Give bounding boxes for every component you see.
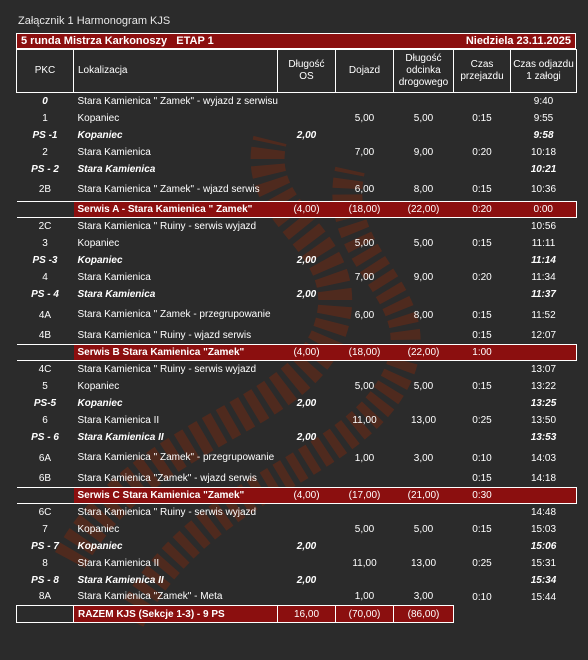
cell-os-length <box>278 504 336 521</box>
cell-os-length <box>278 328 336 345</box>
cell-road-length: 9,00 <box>413 146 434 158</box>
cell-pkc <box>17 202 74 218</box>
cell-os-length: (4,00) <box>278 202 336 218</box>
cell-location: Kopaniec <box>77 237 120 249</box>
col-pkc: PKC <box>17 50 74 93</box>
table-row <box>17 521 577 538</box>
cell-road-length: 8,00 <box>413 309 434 321</box>
cell-location: Stara Kamienica " Zamek" - wjazd serwis <box>77 183 260 195</box>
cell-os-length: 2,00 <box>296 254 317 266</box>
event-date: Niedziela 23.11.2025 <box>465 35 571 47</box>
cell-transit-time: 0:10 <box>472 591 492 603</box>
cell-location: Stara Kamienica II <box>77 431 164 443</box>
cell-location: Kopaniec <box>77 523 120 535</box>
table-row <box>17 412 577 429</box>
cell-pkc: 7 <box>42 523 48 535</box>
cell-transit-time: 0:15 <box>472 330 492 342</box>
cell-approach <box>336 504 394 521</box>
cell-transit-time: 0:15 <box>472 380 492 392</box>
total-row <box>17 606 577 623</box>
col-czas-przejazdu: Czas przejazdu <box>454 50 511 93</box>
cell-transit-time <box>454 286 511 303</box>
cell-pkc: 4A <box>38 309 52 321</box>
cell-location: Stara Kamienica " Ruiny - serwis wyjazd <box>77 363 257 375</box>
cell-road-length <box>394 538 454 555</box>
cell-transit-time <box>454 572 511 589</box>
cell-approach <box>336 572 394 589</box>
total-approach: (70,00) <box>336 606 394 623</box>
cell-os-length: 2,00 <box>296 288 317 300</box>
total-empty-cell <box>17 606 74 623</box>
schedule-header-bar <box>16 33 576 49</box>
total-road-length: (86,00) <box>394 606 454 623</box>
cell-departure-time: 13:22 <box>530 380 557 392</box>
cell-approach: 5,00 <box>354 380 375 392</box>
cell-pkc: 8 <box>42 557 48 569</box>
cell-approach: (18,00) <box>336 345 394 361</box>
cell-pkc: PS - 4 <box>31 288 59 300</box>
cell-location: Stara Kamienica " Ruiny - wjazd serwis <box>77 330 252 342</box>
cell-road-length <box>394 252 454 269</box>
table-row <box>17 269 577 286</box>
cell-transit-time: 0:20 <box>472 146 492 158</box>
cell-approach: 11,00 <box>352 557 377 569</box>
cell-pkc: 3 <box>42 237 48 249</box>
cell-departure-time: 14:03 <box>530 452 557 464</box>
cell-location: Stara Kamienica <box>77 288 156 300</box>
cell-location: Stara Kamienica <box>77 163 156 175</box>
cell-road-length <box>394 504 454 521</box>
cell-os-length <box>278 521 336 538</box>
cell-os-length <box>278 110 336 127</box>
cell-road-length <box>394 161 454 178</box>
cell-departure-time: 13:07 <box>530 363 557 375</box>
cell-os-length <box>278 361 336 378</box>
cell-road-length <box>394 286 454 303</box>
rally-title: 5 runda Mistrza Karkonoszy ETAP 1 <box>21 35 214 47</box>
cell-departure-time: 14:18 <box>530 473 557 485</box>
cell-approach <box>336 538 394 555</box>
table-row <box>17 93 577 110</box>
cell-location: Stara Kamienica <box>77 271 151 283</box>
cell-departure-time: 15:31 <box>530 557 557 569</box>
cell-location: Serwis A - Stara Kamienica " Zamek" <box>74 202 278 218</box>
cell-location: Kopaniec <box>77 397 123 409</box>
cell-location: Kopaniec <box>77 254 123 266</box>
cell-road-length: 9,00 <box>413 271 434 283</box>
cell-approach <box>336 471 394 488</box>
cell-departure-time: 11:37 <box>531 288 556 300</box>
cell-transit-time <box>454 504 511 521</box>
cell-road-length: 5,00 <box>413 112 434 124</box>
cell-os-length: (4,00) <box>278 488 336 504</box>
cell-approach <box>336 252 394 269</box>
cell-approach: (17,00) <box>336 488 394 504</box>
cell-departure-time: 11:52 <box>531 309 556 321</box>
table-row <box>17 161 577 178</box>
col-czas-odjazdu: Czas odjazdu 1 załogi <box>511 50 577 93</box>
cell-road-length <box>394 127 454 144</box>
cell-departure-time: 11:11 <box>531 237 556 249</box>
cell-departure-time: 10:56 <box>530 220 557 232</box>
cell-approach: 6,00 <box>354 309 375 321</box>
col-dlugosc-os: Długość OS <box>278 50 336 93</box>
cell-location: Stara Kamienica II <box>77 414 160 426</box>
total-os-length: 16,00 <box>278 606 336 623</box>
table-row <box>17 378 577 395</box>
document-caption: Załącznik 1 Harmonogram KJS <box>18 15 171 27</box>
cell-os-length <box>278 412 336 429</box>
cell-pkc: 6B <box>38 473 52 485</box>
schedule-table <box>16 49 577 623</box>
cell-approach: 5,00 <box>354 237 375 249</box>
cell-approach <box>336 93 394 110</box>
cell-approach: 7,00 <box>354 271 375 283</box>
cell-road-length: 5,00 <box>413 237 434 249</box>
cell-approach <box>336 127 394 144</box>
cell-approach <box>336 286 394 303</box>
table-row <box>17 395 577 412</box>
col-dojazd: Dojazd <box>336 50 394 93</box>
cell-approach <box>336 161 394 178</box>
cell-transit-time: 0:25 <box>472 557 492 569</box>
cell-road-length <box>394 572 454 589</box>
table-row <box>17 555 577 572</box>
cell-road-length <box>394 471 454 488</box>
cell-location: Kopaniec <box>77 380 120 392</box>
cell-road-length <box>394 218 454 235</box>
cell-pkc: 5 <box>42 380 48 392</box>
table-row <box>17 252 577 269</box>
cell-transit-time: 0:15 <box>472 473 492 485</box>
cell-transit-time: 0:15 <box>472 309 492 321</box>
cell-transit-time <box>454 161 511 178</box>
cell-location: Stara Kamienica " Zamek" - wyjazd z serwisu <box>77 95 278 107</box>
cell-location: Stara Kamienica " Ruiny - serwis wyjazd <box>77 220 257 232</box>
col-dlugosc-odcinka: Długość odcinka drogowego <box>394 50 454 93</box>
cell-os-length <box>278 93 336 110</box>
table-row <box>17 589 577 606</box>
cell-pkc: PS -1 <box>32 129 58 141</box>
table-row <box>17 328 577 345</box>
schedule-sheet <box>16 33 576 623</box>
service-row <box>17 202 577 218</box>
cell-road-length: 3,00 <box>413 591 434 603</box>
cell-os-length <box>278 471 336 488</box>
cell-os-length <box>278 161 336 178</box>
table-row <box>17 361 577 378</box>
cell-approach: 11,00 <box>352 414 377 426</box>
cell-pkc: 6 <box>42 414 48 426</box>
cell-approach: 7,00 <box>354 146 375 158</box>
cell-departure-time: 13:53 <box>530 431 557 443</box>
cell-os-length: 2,00 <box>296 574 317 586</box>
cell-os-length <box>278 144 336 161</box>
cell-departure-time: 15:03 <box>530 523 557 535</box>
cell-road-length <box>394 361 454 378</box>
cell-pkc <box>17 345 74 361</box>
cell-road-length: 13,00 <box>410 414 437 426</box>
cell-departure-time: 13:25 <box>530 397 557 409</box>
cell-approach <box>336 328 394 345</box>
cell-departure-time: 15:44 <box>530 591 557 603</box>
cell-os-length <box>278 303 336 328</box>
cell-location: Kopaniec <box>77 540 123 552</box>
table-row <box>17 110 577 127</box>
cell-location: Stara Kamienica " Zamek - przegrupowanie <box>77 309 271 320</box>
cell-departure-time: 11:34 <box>531 271 556 283</box>
cell-pkc: 4B <box>38 330 52 342</box>
cell-road-length: (21,00) <box>394 488 454 504</box>
cell-pkc: PS - 7 <box>31 540 59 552</box>
cell-departure-time: 10:18 <box>530 146 557 158</box>
cell-pkc: PS - 6 <box>31 431 59 443</box>
cell-transit-time: 0:15 <box>472 523 492 535</box>
table-row <box>17 127 577 144</box>
cell-location: Stara Kamienica " Ruiny - serwis wyjazd <box>77 506 257 518</box>
cell-departure-time: 0:00 <box>511 202 577 218</box>
cell-road-length <box>394 429 454 446</box>
cell-pkc: PS -3 <box>32 254 58 266</box>
cell-os-length <box>278 235 336 252</box>
cell-pkc: 2B <box>38 183 52 195</box>
cell-transit-time <box>454 361 511 378</box>
cell-transit-time <box>454 127 511 144</box>
cell-location: Kopaniec <box>77 112 120 124</box>
table-row <box>17 303 577 328</box>
cell-pkc: 6A <box>38 452 52 464</box>
table-row <box>17 144 577 161</box>
table-row <box>17 235 577 252</box>
cell-transit-time <box>454 93 511 110</box>
cell-road-length <box>394 395 454 412</box>
cell-departure-time: 9:55 <box>533 112 554 124</box>
cell-departure-time: 12:07 <box>530 330 557 342</box>
cell-pkc: 8A <box>38 591 52 603</box>
cell-approach: (18,00) <box>336 202 394 218</box>
cell-road-length: 8,00 <box>413 183 434 195</box>
table-row <box>17 572 577 589</box>
cell-os-length <box>278 178 336 202</box>
cell-transit-time: 0:20 <box>454 202 511 218</box>
cell-os-length <box>278 218 336 235</box>
cell-transit-time <box>454 538 511 555</box>
cell-approach <box>336 429 394 446</box>
cell-road-length: 3,00 <box>413 452 434 464</box>
cell-pkc: 6C <box>38 506 52 518</box>
cell-approach: 6,00 <box>354 183 375 195</box>
total-label: RAZEM KJS (Sekcje 1-3) - 9 PS <box>74 606 278 623</box>
cell-pkc <box>17 488 74 504</box>
table-row <box>17 538 577 555</box>
service-row <box>17 345 577 361</box>
cell-pkc: 1 <box>42 112 48 124</box>
cell-location: Stara Kamienica " Zamek" - przegrupowanie <box>77 452 275 463</box>
cell-pkc: PS - 8 <box>31 574 59 586</box>
cell-location: Serwis B Stara Kamienica "Zamek" <box>74 345 278 361</box>
cell-road-length: (22,00) <box>394 345 454 361</box>
cell-departure-time: 11:14 <box>531 254 556 266</box>
cell-os-length: 2,00 <box>296 431 317 443</box>
cell-pkc: PS - 2 <box>31 163 59 175</box>
cell-pkc: 4 <box>42 271 48 283</box>
cell-departure-time: 9:58 <box>533 129 554 141</box>
cell-transit-time <box>454 395 511 412</box>
cell-transit-time: 0:25 <box>472 414 492 426</box>
cell-location: Stara Kamienica II <box>77 574 164 586</box>
cell-pkc: PS-5 <box>33 397 57 409</box>
cell-os-length: 2,00 <box>296 129 317 141</box>
table-row <box>17 429 577 446</box>
cell-transit-time: 0:15 <box>472 183 492 195</box>
cell-transit-time: 0:20 <box>472 271 492 283</box>
cell-pkc: 2C <box>38 220 52 232</box>
table-header-row <box>17 50 577 93</box>
col-lokalizacja: Lokalizacja <box>74 50 278 93</box>
cell-os-length <box>278 269 336 286</box>
cell-os-length: (4,00) <box>278 345 336 361</box>
cell-location: Stara Kamienica II <box>77 557 160 569</box>
cell-pkc: 0 <box>42 95 48 107</box>
cell-location: Stara Kamienica <box>77 146 151 158</box>
cell-road-length: 13,00 <box>410 557 437 569</box>
cell-transit-time: 0:30 <box>454 488 511 504</box>
table-row <box>17 504 577 521</box>
cell-os-length: 2,00 <box>296 397 317 409</box>
total-empty-cell <box>511 606 577 623</box>
cell-location: Stara Kamienica "Zamek" - wjazd serwis <box>77 473 257 485</box>
cell-departure-time <box>511 488 577 504</box>
table-row <box>17 286 577 303</box>
cell-os-length <box>278 446 336 471</box>
cell-approach: 5,00 <box>354 112 375 124</box>
cell-approach: 5,00 <box>354 523 375 535</box>
cell-os-length: 2,00 <box>296 540 317 552</box>
cell-os-length <box>278 555 336 572</box>
cell-departure-time: 9:40 <box>533 95 554 107</box>
cell-road-length <box>394 93 454 110</box>
cell-transit-time: 0:15 <box>472 112 492 124</box>
service-row <box>17 488 577 504</box>
table-row <box>17 471 577 488</box>
total-empty-cell <box>454 606 511 623</box>
cell-transit-time <box>454 218 511 235</box>
table-row <box>17 446 577 471</box>
cell-approach <box>336 218 394 235</box>
cell-departure-time <box>511 345 577 361</box>
cell-transit-time <box>454 429 511 446</box>
cell-departure-time: 10:36 <box>530 183 557 195</box>
table-row <box>17 178 577 202</box>
cell-pkc: 4C <box>38 363 52 375</box>
cell-approach: 1,00 <box>354 452 375 464</box>
cell-transit-time: 1:00 <box>454 345 511 361</box>
cell-departure-time: 13:50 <box>530 414 557 426</box>
cell-location: Stara Kamienica "Zamek" - Meta <box>77 591 223 603</box>
cell-os-length <box>278 589 336 606</box>
cell-transit-time: 0:15 <box>472 237 492 249</box>
cell-departure-time: 15:34 <box>530 574 557 586</box>
cell-departure-time: 15:06 <box>530 540 557 552</box>
cell-approach <box>336 395 394 412</box>
cell-departure-time: 10:21 <box>530 163 557 175</box>
cell-location: Kopaniec <box>77 129 123 141</box>
cell-approach <box>336 361 394 378</box>
cell-os-length <box>278 378 336 395</box>
cell-location: Serwis C Stara Kamienica "Zamek" <box>74 488 278 504</box>
cell-road-length <box>394 328 454 345</box>
cell-road-length: 5,00 <box>413 380 434 392</box>
cell-road-length: 5,00 <box>413 523 434 535</box>
cell-departure-time: 14:48 <box>530 506 557 518</box>
cell-transit-time <box>454 252 511 269</box>
cell-transit-time: 0:10 <box>472 452 492 464</box>
cell-road-length: (22,00) <box>394 202 454 218</box>
cell-pkc: 2 <box>42 146 48 158</box>
cell-approach: 1,00 <box>354 591 375 603</box>
table-row <box>17 218 577 235</box>
